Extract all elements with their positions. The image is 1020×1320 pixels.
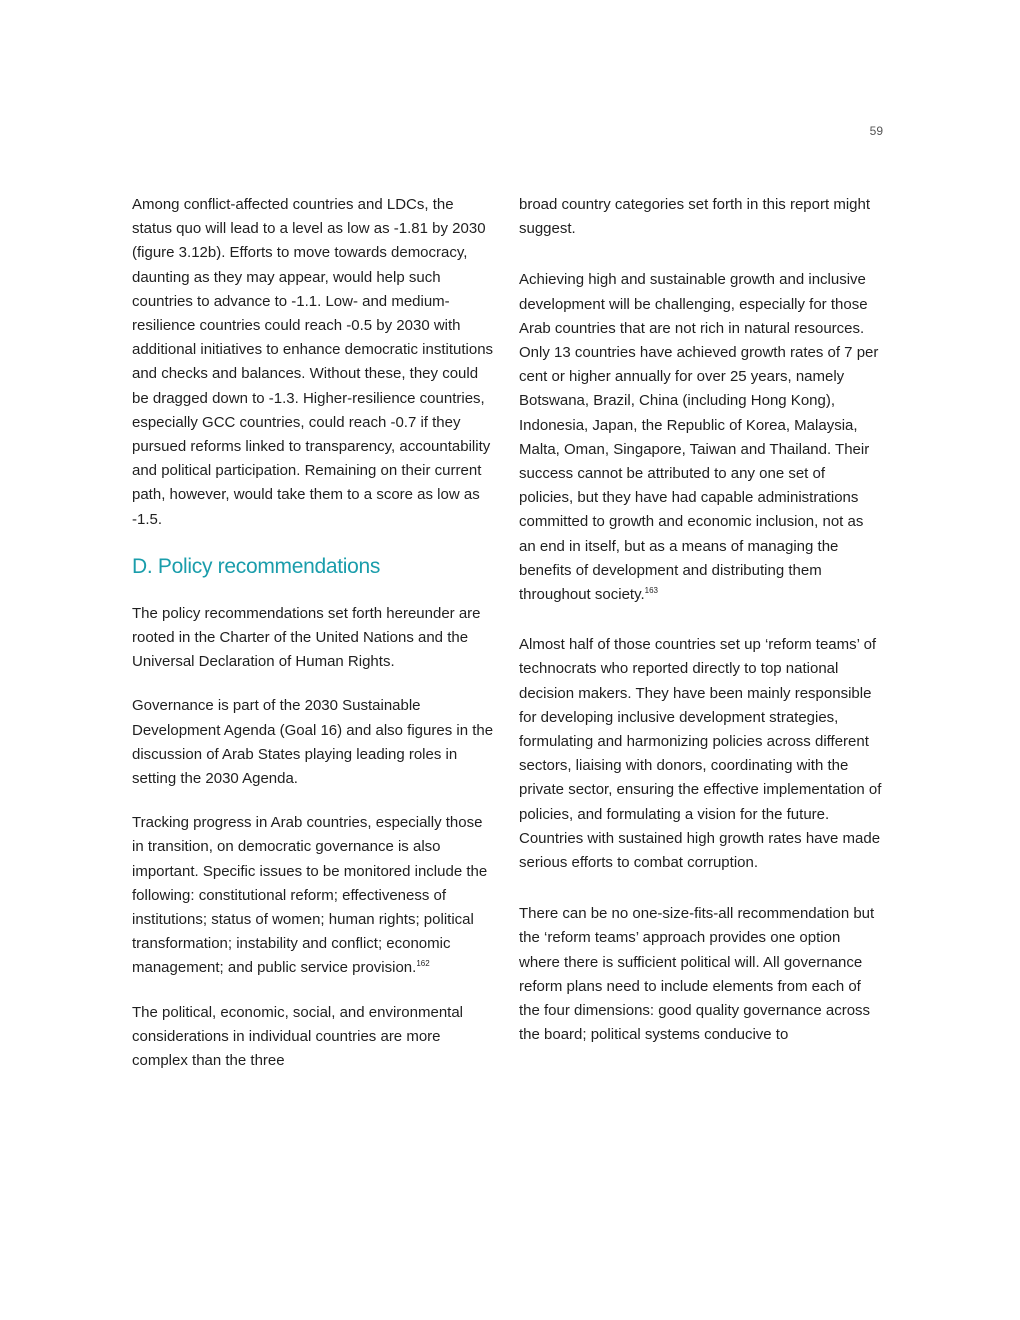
paragraph: Governance is part of the 2030 Sustainable Development Agenda (Goal 16) and also figures in the discussion of Arab States playing leading roles in setting the 2030 Agenda. (132, 697, 494, 788)
paragraph-text: Achieving high and sustainable growth and inclusive development will be challenging, especially for those Arab countries that are not rich in natural resources. Only 13 countries have achieved growth rates of 7 per cent or higher annually for over 25 years, namely Botswana, Brazil, China (including Hong Kong), Indonesia, Japan, the Republic of Korea, Malaysia, Malta, Oman, Singapore, Taiwan and Thailand. Their success cannot be attributed to any one set of policies, but they have had capable administrations committed to growth and economic inclusion, not as an end in itself, but as a means of managing the benefits of development and distributing them throughout society. (519, 271, 879, 604)
right-column (519, 193, 883, 1075)
paragraph: Among conflict-affected countries and LDCs, the status quo will lead to a level as low as -1.81 by 2030 (figure 3.12b). Efforts to move towards democracy, daunting as they may appear, would help such countries to advance to -1.1. Low- and medium-resilience countries could reach -0.5 by 2030 with additional initiatives to enhance democratic institutions and checks and balances. Without these, they could be dragged down to -1.3. Higher-resilience countries, especially GCC countries, could reach -0.7 if they pursued reforms linked to transparency, accountability and political participation. Remaining on their current path, however, would take them to a score as low as -1.5. (132, 196, 494, 528)
paragraph-with-footnote (132, 811, 496, 980)
paragraph: There can be no one-size-fits-all recommendation but the ‘reform teams’ approach provides one option where there is sufficient political will. All governance reform plans need to include elements from each of the four dimensions: good quality governance across the board; political systems conducive to (519, 905, 875, 1044)
footnote-ref[interactable]: 162 (416, 959, 430, 969)
paragraph: The political, economic, social, and environmental considerations in individual countries are more complex than the three (132, 1003, 464, 1070)
left-column (132, 193, 496, 1093)
page-number: 59 (869, 124, 883, 138)
footnote-ref[interactable]: 163 (644, 586, 658, 596)
paragraph-with-footnote (519, 268, 883, 607)
paragraph: broad country categories set forth in this report might suggest. (519, 196, 871, 238)
paragraph: The policy recommendations set forth hereunder are rooted in the Charter of the United Nations and the Universal Declaration of Human Rights. (132, 604, 481, 671)
paragraph-text: Tracking progress in Arab countries, especially those in transition, on democratic governance is also important. Specific issues to be monitored include the following: constitutional reform; effectiveness of institutions; status of women; human rights; political transformation; instability and conflict; economic management; and public service provision. (132, 814, 488, 977)
paragraph: Almost half of those countries set up ‘reform teams’ of technocrats who reported directly to top national decision makers. They have been mainly responsible for developing inclusive development strategies, formulating and harmonizing policies across different sectors, liaising with donors, coordinating with the private sector, ensuring the effective implementation of policies, and formulating a vision for the future. Countries with sustained high growth rates have made serious efforts to combat corruption. (519, 636, 882, 872)
section-heading: D. Policy recommendations (132, 554, 381, 578)
